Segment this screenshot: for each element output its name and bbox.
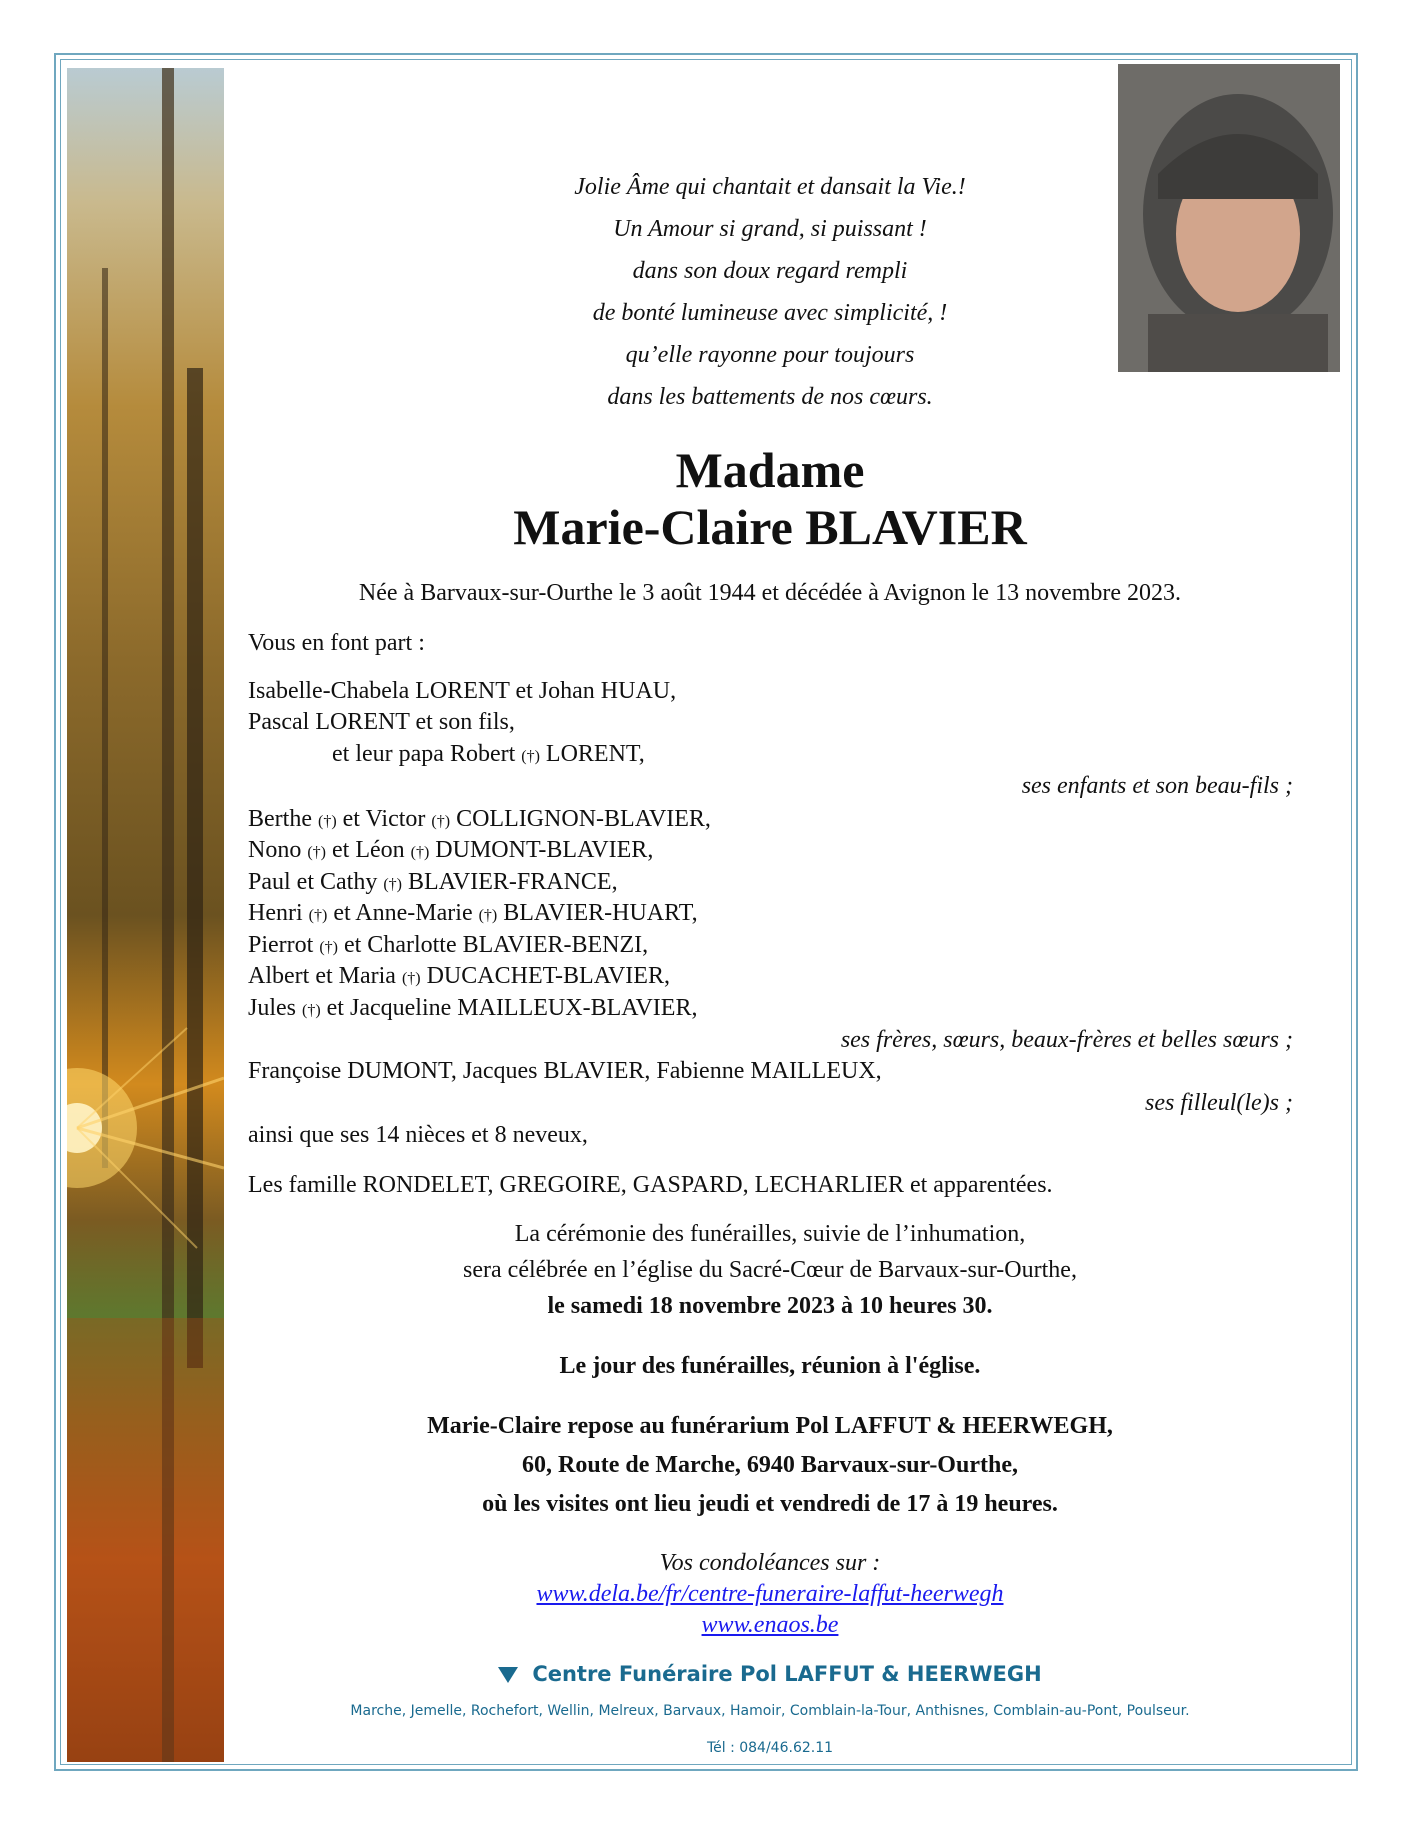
poem-line: de bonté lumineuse avec simplicité, !: [592, 300, 948, 326]
family-line: Berthe (†) et Victor (†) COLLIGNON-BLAVIER,: [248, 806, 711, 832]
poem-line: qu’elle rayonne pour toujours: [625, 342, 915, 368]
role-godchildren: ses filleul(le)s ;: [1145, 1090, 1293, 1116]
family-line: Françoise DUMONT, Jacques BLAVIER, Fabienne MAILLEUX,: [248, 1058, 882, 1084]
ceremony-line: sera célébrée en l’église du Sacré-Cœur de Barvaux-sur-Ourthe,: [463, 1257, 1077, 1283]
funeral-home-phone: Tél : 084/46.62.11: [706, 1740, 834, 1756]
poem-line: dans son doux regard rempli: [632, 258, 908, 284]
poem-line: Un Amour si grand, si puissant !: [613, 216, 927, 242]
autumn-trees-photo: [67, 68, 224, 1762]
condolences-label: Vos condoléances sur :: [659, 1550, 881, 1576]
condolences-link-enaos[interactable]: www.enaos.be: [701, 1612, 839, 1638]
family-line: Pierrot (†) et Charlotte BLAVIER-BENZI,: [248, 932, 649, 958]
condolences-link-dela[interactable]: www.dela.be/fr/centre-funeraire-laffut-heerwegh: [536, 1581, 1004, 1607]
family-line: Pascal LORENT et son fils,: [248, 709, 515, 735]
intro-text: Vous en font part :: [248, 630, 425, 656]
cross-symbol: (†): [521, 748, 540, 765]
funeral-home-towns: Marche, Jemelle, Rochefort, Wellin, Melreux, Barvaux, Hamoir, Comblain-la-Tour, Anthisnes, Comblain-au-Pont, Poulseur.: [350, 1703, 1190, 1719]
nieces-line: ainsi que ses 14 nièces et 8 neveux,: [248, 1122, 588, 1148]
ceremony-line: La cérémonie des funérailles, suivie de l’inhumation,: [514, 1221, 1026, 1247]
role-children: ses enfants et son beau-fils ;: [1021, 773, 1293, 799]
family-line: Jules (†) et Jacqueline MAILLEUX-BLAVIER,: [248, 995, 698, 1021]
poem-line: dans les battements de nos cœurs.: [607, 384, 933, 410]
families-line: Les famille RONDELET, GREGOIRE, GASPARD, LECHARLIER et apparentées.: [248, 1172, 1053, 1198]
meeting-line: Le jour des funérailles, réunion à l'église.: [559, 1353, 981, 1379]
deceased-name: Marie-Claire BLAVIER: [513, 499, 1027, 555]
triangle-down-icon: [498, 1667, 518, 1683]
family-line: Nono (†) et Léon (†) DUMONT-BLAVIER,: [248, 837, 654, 863]
family-line: Albert et Maria (†) DUCACHET-BLAVIER,: [248, 963, 670, 989]
family-line: Paul et Cathy (†) BLAVIER-FRANCE,: [248, 869, 618, 895]
rest-line: 60, Route de Marche, 6940 Barvaux-sur-Ourthe,: [522, 1452, 1018, 1478]
birth-death-dates: Née à Barvaux-sur-Ourthe le 3 août 1944 et décédée à Avignon le 13 novembre 2023.: [358, 580, 1182, 606]
family-line: Henri (†) et Anne-Marie (†) BLAVIER-HUART,: [248, 900, 698, 926]
rest-line: Marie-Claire repose au funérarium Pol LAFFUT & HEERWEGH,: [427, 1413, 1113, 1439]
portrait-photo: [1118, 64, 1340, 372]
honorific: Madame: [675, 442, 865, 498]
family-line: et leur papa Robert (†) LORENT,: [332, 741, 645, 767]
family-line: Isabelle-Chabela LORENT et Johan HUAU,: [248, 678, 677, 704]
poem-line: Jolie Âme qui chantait et dansait la Vie.!: [574, 174, 966, 200]
ceremony-date: le samedi 18 novembre 2023 à 10 heures 30.: [547, 1293, 993, 1319]
poem: [420, 166, 1120, 418]
role-siblings: ses frères, sœurs, beaux-frères et belles sœurs ;: [840, 1027, 1293, 1053]
rest-line: où les visites ont lieu jeudi et vendredi de 17 à 19 heures.: [482, 1491, 1058, 1517]
funeral-home-name: Centre Funéraire Pol LAFFUT & HEERWEGH: [270, 1662, 1270, 1686]
